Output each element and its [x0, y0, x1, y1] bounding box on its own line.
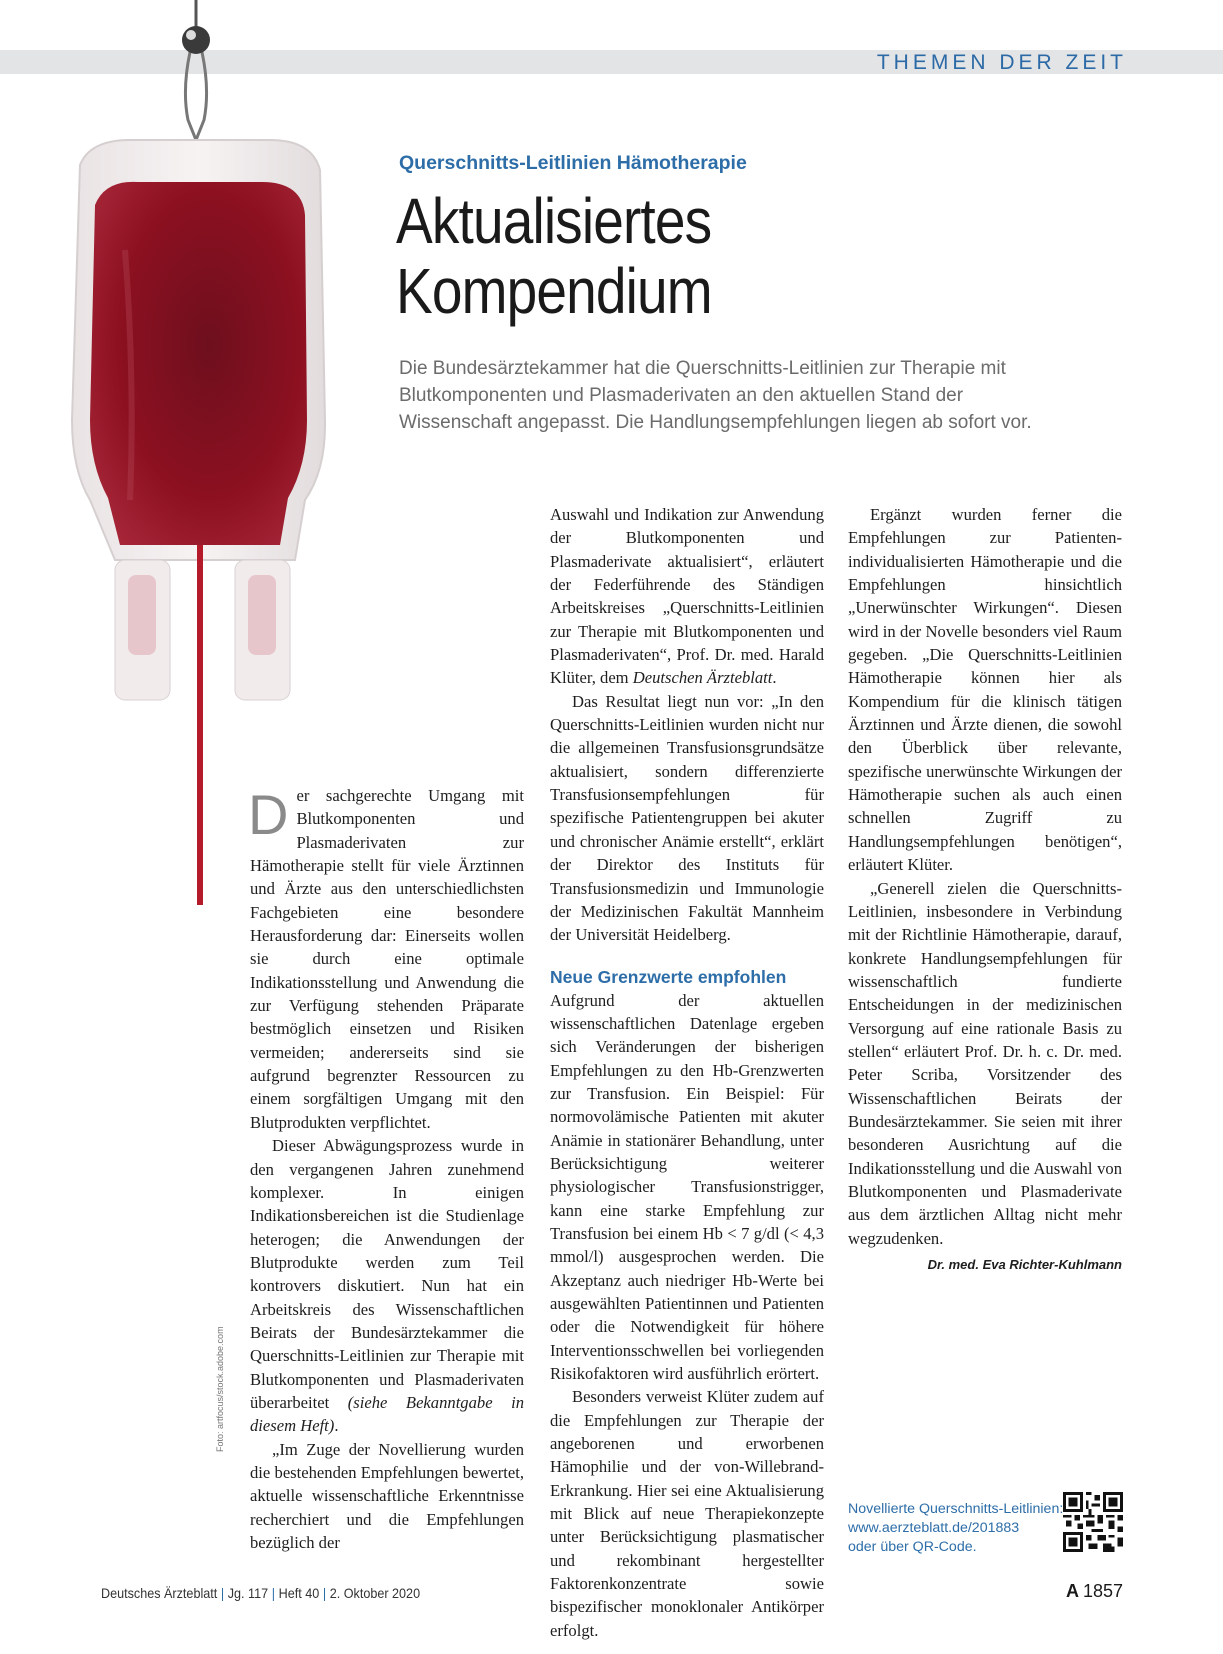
footer-separator: |: [271, 1585, 276, 1601]
title-line-1: Aktualisiertes: [396, 185, 712, 257]
paragraph-2-italic: (siehe Bekanntgabe in diesem Heft): [250, 1392, 524, 1436]
page-prefix: A: [1065, 1581, 1079, 1601]
paragraph-2-text: Dieser Abwägungsprozess wurde in den vergangenen Jahren zunehmend komplexer. In einigen Indikationsbereichen ist die Studienlage heterogen; die Anwendungen der Blutprodukte werden zum Teil kontrovers diskutiert. Nun hat ein Arbeitskreis des Wissenschaftlichen Beirats der Bundesärztekammer die Querschnitts-Leitlinien zur Therapie mit Blutkomponenten und Plasmaderivaten überarbeitet: [250, 1136, 524, 1412]
paragraph-5: Das Resultat liegt nun vor: „In den Querschnitts-Leitlinien wurden nicht nur die allgemeinen Transfusionsgrundsätze aktualisiert, sondern differenzierte Transfusionsempfehlungen für spezifische Patientengruppen bei akuter und chronischer Anämie erstellt“, erklärt der Direktor des Instituts für Transfusionsmedizin und Immunologie der Medizinischen Fakultät Mannheim der Universität Heidelberg.: [550, 691, 824, 945]
link-box-qr-hint: oder über QR-Code.: [848, 1539, 977, 1555]
paragraph-1-text: er sachgerechte Umgang mit Blutkomponenten und Plasmaderivaten zur Hämotherapie stellt für viele Ärztinnen und Ärzte aus den unterschiedlichsten Fachgebieten eine besondere Herausforderung dar: Einerseits wollen sie durch eine optimale Indikationsstellung und Anwendung die zur Verfügung stehenden Präparate bestmöglich einsetzen und Risiken vermeiden; andererseits sind sie aufgrund begrenzter Ressourcen zu einem sorgfältigen Umgang mit den Blutprodukten verpflichtet.: [250, 786, 524, 1132]
journal-volume: Jg. 117: [227, 1585, 269, 1601]
paragraph-8: Ergänzt wurden ferner die Empfehlungen zur Patienten-individualisierten Hämotherapie und die Empfehlungen hinsichtlich „Unerwünschter Wirkungen“. Diesen wird in der Novelle besonders viel Raum gegeben. „Die Querschnitts-Leitlinien Hämotherapie können hier als Kompendium für die klinisch tätigen Ärztinnen und Ärzte dienen, die sowohl den Überblick über relevante, spezifische unerwünschte Wirkungen der Hämotherapie suchen als auch einen schnellen Zugriff zu Handlungsempfehlungen benötigen“, erläutert Klüter.: [848, 505, 1122, 875]
article-lead: Die Bundesärztekammer hat die Querschnitts-Leitlinien zur Therapie mit Blutkomponenten und Plasmaderivaten an den aktuellen Stand der Wissenschaft angepasst. Die Handlungsempfehlungen liegen ab sofort vor.: [399, 358, 1032, 433]
page-number: [1066, 1581, 1123, 1602]
paragraph-4-end: .: [772, 668, 777, 688]
paragraph-9: [848, 877, 1122, 1272]
journal-issue: Heft 40: [278, 1585, 320, 1601]
footer-separator: |: [220, 1585, 225, 1601]
page-footer: [101, 1585, 420, 1601]
article-title: [396, 186, 712, 326]
journal-name: Deutsches Ärzteblatt: [101, 1585, 218, 1601]
paragraph-4-text: Auswahl und Indikation zur Anwendung der Blutkomponenten und Plasmaderivate aktualisiert“, erläutert der Federführende des Ständigen Arbeitskreises „Querschnitts-Leitlinien zur Therapie mit Blutkomponenten und Plasmaderivaten“, Prof. Dr. med. Harald Klüter, dem: [550, 505, 824, 688]
paragraph-2: [250, 1134, 524, 1437]
paragraph-1: [250, 784, 524, 1134]
column-2: [550, 503, 824, 1642]
paragraph-4: [550, 503, 824, 690]
paragraph-2-end: .: [334, 1416, 339, 1436]
paragraph-6: Aufgrund der aktuellen wissenschaftlichen Datenlage ergeben sich Veränderungen der bisherigen Empfehlungen zu den Hb-Grenzwerten zur Transfusion. Ein Beispiel: Für normovolämische Patienten mit akuter Anämie in stationärer Behandlung, unter Berücksichtigung weiterer physiologischer Transfusionstrigger, kann eine starke Empfehlung zur Transfusion bei einem Hb < 7 g/dl (< 4,3 mmol/l) ausgesprochen werden. Die Akzeptanz auch niedriger Hb-Werte bei ausgewählten Patientinnen und Patienten oder die Notwendigkeit für höhere Interventionsschwellen bei vorliegenden Risikofaktoren wird ausführlich erörtert.: [550, 990, 824, 1384]
footer-separator: |: [322, 1585, 327, 1601]
article-subhead: Neue Grenzwerte empfohlen: [550, 966, 787, 987]
paragraph-3: „Im Zuge der Novellierung wurden die bestehenden Empfehlungen bewertet, aktuelle wissenschaftliche Erkenntnisse recherchiert und die Empfehlungen bezüglich der: [250, 1439, 524, 1552]
paragraph-4-italic: Deutschen Ärzteblatt: [632, 668, 773, 688]
section-label: THEMEN DER ZEIT: [876, 51, 1127, 74]
link-box-url[interactable]: www.aerzteblatt.de/201883: [848, 1520, 1020, 1536]
column-3: [848, 503, 1122, 1276]
journal-date: 2. Oktober 2020: [329, 1585, 421, 1601]
photo-credit: Foto: artfocus/stock.adobe.com: [215, 1326, 225, 1452]
paragraph-7: Besonders verweist Klüter zudem auf die Empfehlungen zur Therapie der angeborenen und erworbenen Hämophilie und der von-Willebrand-Erkrankung. Hier sei eine Aktualisierung mit Blick auf neue Therapiekonzepte unter Berücksichtigung plasmatischer und rekombinant hergestellter Faktorenkonzentrate sowie bispezifischer monoklonaler Antikörper erfolgt.: [550, 1387, 824, 1640]
link-box: [848, 1500, 1063, 1557]
drop-cap: D: [248, 783, 289, 846]
author-name: Dr. med. Eva Richter-Kuhlmann: [927, 1257, 1122, 1272]
page-number-value: 1857: [1082, 1581, 1123, 1601]
paragraph-9-text: „Generell zielen die Querschnitts-Leitlinien, insbesondere in Verbindung mit der Richtlinie Hämotherapie, darauf, konkrete Handlungsempfehlungen für wissenschaftlich fundierte Entscheidungen in der medizinischen Versorgung auf eine rationale Basis zu stellen“ erläutert Prof. Dr. h. c. Dr. med. Peter Scriba, Vorsitzender des Wissenschaftlichen Beirats der Bundesärztekammer. Sie seien mit ihrer besonderen Ausrichtung auf die Indikationsstellung und die Auswahl von Blutkomponenten und Plasmaderivate aus dem ärztlichen Alltag nicht mehr wegzudenken.: [848, 878, 1122, 1248]
article-kicker: Querschnitts-Leitlinien Hämotherapie: [399, 152, 747, 174]
link-box-label: Novellierte Querschnitts-Leitlinien:: [848, 1501, 1064, 1517]
qr-code-icon[interactable]: [1063, 1492, 1123, 1552]
title-line-2: Kompendium: [396, 255, 712, 327]
column-1: [250, 784, 524, 1554]
